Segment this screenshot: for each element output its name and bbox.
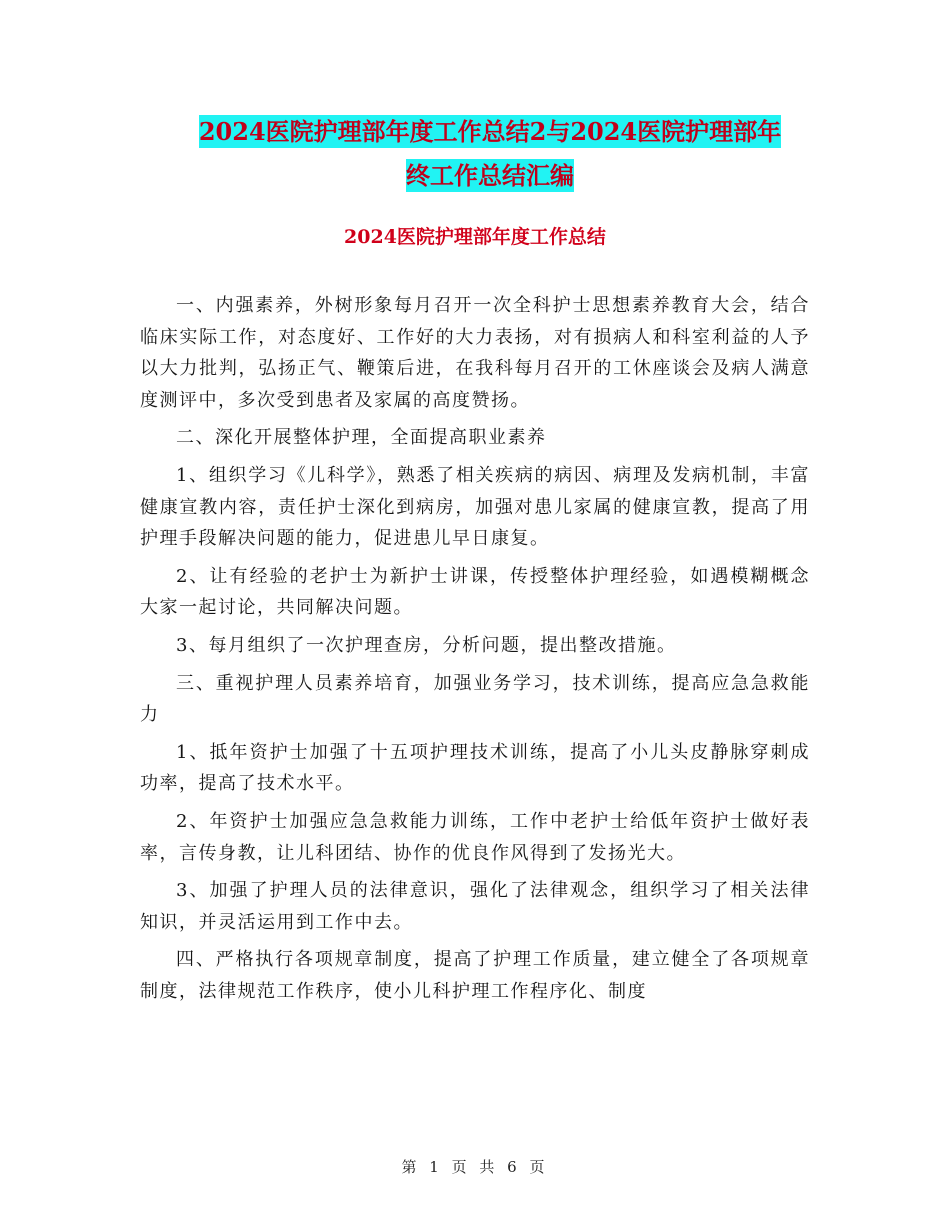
document-title	[140, 110, 840, 198]
page-footer: 第 1 页 共 6 页	[401, 1158, 549, 1176]
title-line-2: 终工作总结汇编	[406, 161, 574, 190]
document-body	[140, 290, 810, 1013]
title-line-1: 2024医院护理部年度工作总结2与2024医院护理部年	[198, 117, 782, 146]
paragraph: 2、让有经验的老护士为新护士讲课，传授整体护理经验，如遇模糊概念大家一起讨论，共同解决问题。	[140, 565, 810, 619]
paragraph: 2、年资护士加强应急急救能力训练，工作中老护士给低年资护士做好表率，言传身教，让儿科团结、协作的优良作风得到了发扬光大。	[140, 810, 810, 864]
paragraph: 3、每月组织了一次护理查房，分析问题，提出整改措施。	[176, 634, 677, 656]
paragraph: 二、深化开展整体护理，全面提高职业素养	[176, 427, 547, 449]
paragraph: 一、内强素养，外树形象每月召开一次全科护士思想素养教育大会，结合临床实际工作，对态度好、工作好的大力表扬，对有损病人和科室利益的人予以大力批判，弘扬正气、鞭策后进，在我科每月召开的工休座谈会及病人满意度测评中，多次受到患者及家属的高度赞扬。	[140, 295, 810, 411]
paragraph: 3、加强了护理人员的法律意识，强化了法律观念，组织学习了相关法律知识，并灵活运用到工作中去。	[140, 880, 810, 933]
paragraph: 1、抵年资护士加强了十五项护理技术训练，提高了小儿头皮静脉穿刺成功率，提高了技术水平。	[140, 741, 810, 795]
paragraph: 1、组织学习《儿科学》，熟悉了相关疾病的病因、病理及发病机制，丰富健康宣教内容，责任护士深化到病房，加强对患儿家属的健康宣教，提高了用护理手段解决问题的能力，促进患儿早日康复。	[140, 464, 810, 550]
section-title: 2024医院护理部年度工作总结	[344, 226, 606, 248]
paragraph: 四、严格执行各项规章制度，提高了护理工作质量，建立健全了各项规章制度，法律规范工作秩序，使小儿科护理工作程序化、制度	[140, 949, 810, 1002]
paragraph: 三、重视护理人员素养培育，加强业务学习，技术训练，提高应急急救能力	[140, 672, 810, 726]
